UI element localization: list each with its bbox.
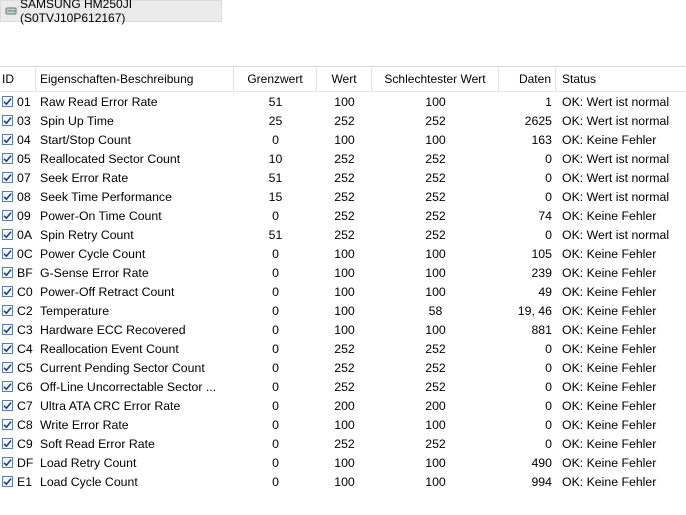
attribute-threshold: 0 [272, 417, 279, 432]
attribute-value: 252 [334, 436, 355, 451]
attribute-id: C8 [17, 417, 33, 432]
checkmark-icon [3, 477, 12, 486]
attribute-value: 100 [334, 417, 355, 432]
attribute-id: 07 [17, 170, 31, 185]
attribute-value: 100 [334, 455, 355, 470]
column-header-limit[interactable]: Grenzwert [234, 67, 317, 91]
table-row[interactable] [0, 111, 686, 130]
row-checkbox[interactable] [2, 153, 13, 164]
attribute-value: 252 [334, 360, 355, 375]
attribute-raw-data: 994 [531, 474, 552, 489]
attribute-value: 252 [334, 208, 355, 223]
attribute-threshold: 0 [272, 284, 279, 299]
row-id-cell [0, 114, 36, 128]
attribute-value: 100 [334, 284, 355, 299]
row-checkbox[interactable] [2, 419, 13, 430]
attribute-raw-data: 0 [545, 417, 552, 432]
row-id-cell [0, 437, 36, 451]
attribute-raw-data: 490 [531, 455, 552, 470]
attribute-id: C3 [17, 322, 33, 337]
attribute-worst: 252 [425, 360, 446, 375]
attribute-threshold: 15 [268, 189, 283, 204]
attribute-status: OK: Keine Fehler [562, 341, 657, 356]
drive-selector[interactable] [0, 0, 222, 25]
row-checkbox[interactable] [2, 400, 13, 411]
attribute-value: 100 [334, 303, 355, 318]
row-checkbox[interactable] [2, 476, 13, 487]
row-checkbox[interactable] [2, 115, 13, 126]
row-checkbox[interactable] [2, 438, 13, 449]
row-id-cell [0, 285, 36, 299]
drive-title: SAMSUNG HM250JI (S0TVJ10P612167) [20, 0, 133, 25]
attribute-description: G-Sense Error Rate [40, 265, 149, 280]
row-checkbox[interactable] [2, 248, 13, 259]
row-checkbox[interactable] [2, 343, 13, 354]
table-row[interactable] [0, 282, 686, 301]
attribute-description: Start/Stop Count [40, 132, 131, 147]
attribute-value: 200 [334, 398, 355, 413]
checkmark-icon [3, 287, 12, 296]
attribute-id: C7 [17, 398, 33, 413]
attribute-raw-data: 2625 [524, 113, 552, 128]
attribute-worst: 252 [425, 208, 446, 223]
attribute-id: 0A [17, 227, 33, 242]
attribute-description: Seek Time Performance [40, 189, 172, 204]
attribute-threshold: 10 [268, 151, 283, 166]
row-checkbox[interactable] [2, 172, 13, 183]
attribute-description: Current Pending Sector Count [40, 360, 205, 375]
attribute-value: 100 [334, 132, 355, 147]
row-checkbox[interactable] [2, 324, 13, 335]
attribute-status: OK: Keine Fehler [562, 265, 657, 280]
table-row[interactable] [0, 415, 686, 434]
attribute-value: 252 [334, 151, 355, 166]
attribute-worst: 252 [425, 341, 446, 356]
attribute-worst: 58 [428, 303, 443, 318]
attribute-description: Power-On Time Count [40, 208, 162, 223]
attribute-worst: 100 [425, 455, 446, 470]
checkmark-icon [3, 382, 12, 391]
attribute-worst: 252 [425, 436, 446, 451]
attribute-raw-data: 239 [531, 265, 552, 280]
attribute-id: C6 [17, 379, 33, 394]
checkmark-icon [3, 154, 12, 163]
attribute-description: Hardware ECC Recovered [40, 322, 186, 337]
attribute-value: 252 [334, 227, 355, 242]
attribute-status: OK: Keine Fehler [562, 208, 657, 223]
attribute-description: Soft Read Error Rate [40, 436, 155, 451]
attribute-status: OK: Keine Fehler [562, 132, 657, 147]
attribute-status: OK: Keine Fehler [562, 455, 657, 470]
table-row[interactable] [0, 301, 686, 320]
attribute-value: 252 [334, 113, 355, 128]
attribute-raw-data: 19, 46 [517, 303, 552, 318]
attribute-id: 09 [17, 208, 31, 223]
attribute-status: OK: Wert ist normal [562, 227, 670, 242]
table-row[interactable] [0, 225, 686, 244]
table-row[interactable] [0, 396, 686, 415]
attribute-raw-data: 163 [531, 132, 552, 147]
table-row[interactable] [0, 472, 686, 491]
checkmark-icon [3, 173, 12, 182]
table-row[interactable] [0, 149, 686, 168]
attribute-id: 04 [17, 132, 31, 147]
checkmark-icon [3, 211, 12, 220]
table-row[interactable] [0, 168, 686, 187]
attribute-id: C9 [17, 436, 33, 451]
attribute-description: Reallocated Sector Count [40, 151, 181, 166]
table-row[interactable] [0, 206, 686, 225]
checkmark-icon [3, 344, 12, 353]
row-id-cell [0, 342, 36, 356]
row-checkbox[interactable] [2, 305, 13, 316]
attribute-status: OK: Wert ist normal [562, 151, 670, 166]
table-row[interactable] [0, 434, 686, 453]
attribute-worst: 100 [425, 284, 446, 299]
attribute-raw-data: 74 [538, 208, 552, 223]
row-checkbox[interactable] [2, 267, 13, 278]
attribute-description: Spin Retry Count [40, 227, 134, 242]
attribute-description: Load Retry Count [40, 455, 137, 470]
attribute-status: OK: Keine Fehler [562, 360, 657, 375]
attribute-threshold: 0 [272, 398, 279, 413]
attribute-description: Ultra ATA CRC Error Rate [40, 398, 181, 413]
row-id-cell [0, 456, 36, 470]
row-checkbox[interactable] [2, 457, 13, 468]
attribute-worst: 100 [425, 132, 446, 147]
attribute-status: OK: Keine Fehler [562, 303, 657, 318]
attribute-description: Temperature [40, 303, 110, 318]
attribute-value: 252 [334, 170, 355, 185]
row-id-cell [0, 399, 36, 413]
checkmark-icon [3, 192, 12, 201]
attribute-worst: 252 [425, 189, 446, 204]
column-header-data[interactable]: Daten [499, 67, 556, 91]
attribute-threshold: 0 [272, 341, 279, 356]
attribute-description: Load Cycle Count [40, 474, 138, 489]
attribute-worst: 252 [425, 379, 446, 394]
row-checkbox[interactable] [2, 286, 13, 297]
attribute-threshold: 0 [272, 303, 279, 318]
checkmark-icon [3, 116, 12, 125]
attribute-worst: 252 [425, 151, 446, 166]
attribute-status: OK: Keine Fehler [562, 246, 657, 261]
checkmark-icon [3, 439, 12, 448]
table-row[interactable] [0, 339, 686, 358]
attribute-description: Write Error Rate [40, 417, 129, 432]
attribute-threshold: 51 [268, 170, 283, 185]
row-id-cell [0, 266, 36, 280]
attribute-threshold: 25 [268, 113, 283, 128]
attribute-threshold: 0 [272, 379, 279, 394]
attribute-threshold: 0 [272, 360, 279, 375]
attribute-threshold: 0 [272, 322, 279, 337]
attribute-description: Seek Error Rate [40, 170, 129, 185]
column-header-description[interactable]: Eigenschaften-Beschreibung [36, 67, 234, 91]
row-checkbox[interactable] [2, 134, 13, 145]
checkmark-icon [3, 97, 12, 106]
attribute-status: OK: Keine Fehler [562, 436, 657, 451]
column-header-id[interactable]: ID [0, 67, 36, 91]
table-row[interactable] [0, 358, 686, 377]
attribute-raw-data: 49 [538, 284, 552, 299]
attribute-worst: 252 [425, 170, 446, 185]
row-id-cell [0, 152, 36, 166]
checkmark-icon [3, 325, 12, 334]
attribute-threshold: 0 [272, 455, 279, 470]
table-header [0, 66, 686, 92]
attribute-value: 252 [334, 189, 355, 204]
row-id-cell [0, 190, 36, 204]
attribute-status: OK: Wert ist normal [562, 189, 670, 204]
row-id-cell [0, 323, 36, 337]
table-body [0, 92, 686, 491]
attribute-status: OK: Wert ist normal [562, 170, 670, 185]
attribute-id: BF [17, 265, 33, 280]
table-row[interactable] [0, 244, 686, 263]
attribute-id: C4 [17, 341, 33, 356]
attribute-worst: 200 [425, 398, 446, 413]
attribute-raw-data: 0 [545, 227, 552, 242]
attribute-threshold: 0 [272, 436, 279, 451]
table-row[interactable] [0, 92, 686, 111]
row-checkbox[interactable] [2, 96, 13, 107]
attribute-threshold: 0 [272, 474, 279, 489]
checkmark-icon [3, 401, 12, 410]
checkmark-icon [3, 268, 12, 277]
attribute-worst: 100 [425, 322, 446, 337]
attribute-id: 0C [17, 246, 33, 261]
row-id-cell [0, 475, 36, 489]
attribute-status: OK: Keine Fehler [562, 398, 657, 413]
attribute-id: DF [17, 455, 34, 470]
attribute-raw-data: 0 [545, 436, 552, 451]
attribute-status: OK: Keine Fehler [562, 474, 657, 489]
attribute-id: 01 [17, 94, 31, 109]
column-header-value[interactable]: Wert [317, 67, 372, 91]
attribute-id: 05 [17, 151, 31, 166]
attribute-description: Off-Line Uncorrectable Sector ... [40, 379, 217, 394]
attribute-status: OK: Wert ist normal [562, 94, 670, 109]
attribute-value: 100 [334, 246, 355, 261]
attribute-value: 100 [334, 94, 355, 109]
smart-attributes-table [0, 66, 686, 491]
row-checkbox[interactable] [2, 210, 13, 221]
attribute-value: 100 [334, 322, 355, 337]
attribute-threshold: 0 [272, 132, 279, 147]
checkmark-icon [3, 420, 12, 429]
attribute-value: 100 [334, 265, 355, 280]
attribute-raw-data: 0 [545, 151, 552, 166]
attribute-description: Power-Off Retract Count [40, 284, 175, 299]
attribute-worst: 100 [425, 94, 446, 109]
row-id-cell [0, 380, 36, 394]
attribute-raw-data: 0 [545, 360, 552, 375]
attribute-status: OK: Keine Fehler [562, 284, 657, 299]
attribute-value: 252 [334, 379, 355, 394]
checkmark-icon [3, 306, 12, 315]
hard-drive-icon [5, 5, 17, 17]
checkmark-icon [3, 363, 12, 372]
row-checkbox[interactable] [2, 362, 13, 373]
attribute-threshold: 0 [272, 208, 279, 223]
column-header-status[interactable]: Status [562, 72, 597, 86]
row-id-cell [0, 361, 36, 375]
attribute-raw-data: 0 [545, 398, 552, 413]
row-id-cell [0, 247, 36, 261]
row-id-cell [0, 95, 36, 109]
attribute-description: Power Cycle Count [40, 246, 146, 261]
attribute-threshold: 51 [268, 227, 283, 242]
row-id-cell [0, 418, 36, 432]
checkmark-icon [3, 230, 12, 239]
attribute-status: OK: Keine Fehler [562, 322, 657, 337]
attribute-raw-data: 105 [531, 246, 552, 261]
attribute-raw-data: 0 [545, 379, 552, 394]
attribute-worst: 100 [425, 246, 446, 261]
row-id-cell [0, 228, 36, 242]
attribute-status: OK: Wert ist normal [562, 113, 670, 128]
attribute-raw-data: 1 [545, 94, 552, 109]
attribute-worst: 100 [425, 265, 446, 280]
table-row[interactable] [0, 377, 686, 396]
row-checkbox[interactable] [2, 381, 13, 392]
row-id-cell [0, 171, 36, 185]
attribute-status: OK: Keine Fehler [562, 417, 657, 432]
row-id-cell [0, 133, 36, 147]
table-row[interactable] [0, 263, 686, 282]
checkmark-icon [3, 249, 12, 258]
attribute-id: C0 [17, 284, 33, 299]
attribute-threshold: 51 [268, 94, 283, 109]
attribute-raw-data: 0 [545, 170, 552, 185]
attribute-id: C5 [17, 360, 33, 375]
table-row[interactable] [0, 187, 686, 206]
row-checkbox[interactable] [2, 229, 13, 240]
attribute-id: 08 [17, 189, 31, 204]
attribute-value: 100 [334, 474, 355, 489]
attribute-worst: 100 [425, 417, 446, 432]
table-row[interactable] [0, 320, 686, 339]
row-id-cell [0, 209, 36, 223]
row-checkbox[interactable] [2, 191, 13, 202]
attribute-description: Raw Read Error Rate [40, 94, 158, 109]
attribute-description: Reallocation Event Count [40, 341, 179, 356]
attribute-description: Spin Up Time [40, 113, 114, 128]
attribute-raw-data: 881 [531, 322, 552, 337]
row-id-cell [0, 304, 36, 318]
attribute-value: 252 [334, 341, 355, 356]
attribute-worst: 252 [425, 227, 446, 242]
attribute-threshold: 0 [272, 246, 279, 261]
attribute-status: OK: Keine Fehler [562, 379, 657, 394]
attribute-id: 03 [17, 113, 31, 128]
attribute-worst: 252 [425, 113, 446, 128]
checkmark-icon [3, 135, 12, 144]
attribute-threshold: 0 [272, 265, 279, 280]
checkmark-icon [3, 458, 12, 467]
table-row[interactable] [0, 453, 686, 472]
attribute-worst: 100 [425, 474, 446, 489]
column-header-worst[interactable]: Schlechtester Wert [372, 67, 499, 91]
attribute-id: E1 [17, 474, 33, 489]
attribute-raw-data: 0 [545, 341, 552, 356]
table-row[interactable] [0, 130, 686, 149]
attribute-id: C2 [17, 303, 33, 318]
attribute-raw-data: 0 [545, 189, 552, 204]
